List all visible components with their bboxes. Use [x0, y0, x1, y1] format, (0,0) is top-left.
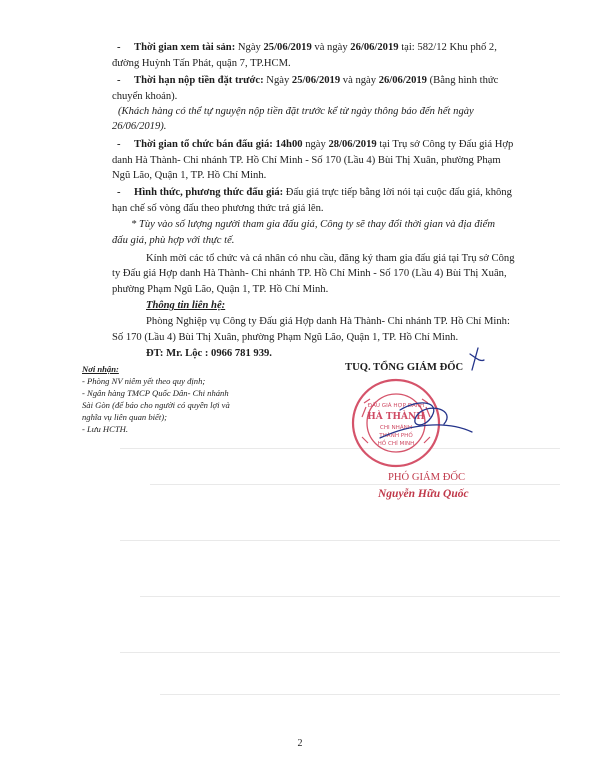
stamp-line: ĐẤU GIÁ HỢP DANH	[367, 403, 425, 409]
signer-position: PHÓ GIÁM ĐỐC	[388, 472, 466, 483]
invitation-cont: ty Đấu giá Hợp danh Hà Thành- Chi nhánh TP. Hồ Chí Minh - Số 170 (Lầu 4) Bùi Thị Xuân,	[112, 268, 507, 279]
bullet-dash: -	[117, 139, 121, 150]
auction-venue-cont: Ngũ Lão, Quận 1, TP. Hồ Chí Minh.	[112, 170, 267, 181]
recipient-item: Sài Gòn (để báo cho người có quyền lợi và	[82, 400, 230, 410]
recipient-item: nghĩa vụ liên quan biết);	[82, 412, 167, 422]
auction-time: Thời gian tổ chức bán đấu giá: 14h00 ngày 28/06/2019 tại Trụ sở Công ty Đấu giá Hợp	[134, 139, 514, 150]
signer-name: Nguyễn Hữu Quốc	[378, 488, 469, 500]
contact-address: Số 170 (Lầu 4) Bùi Thị Xuân, phường Phạm Ngũ Lão, Quận 1, TP. Hồ Chí Minh.	[112, 332, 459, 343]
page-number: 2	[297, 738, 303, 749]
contact-phone: ĐT: Mr. Lộc : 0966 781 939.	[146, 348, 272, 359]
handwritten-signature	[360, 340, 510, 460]
auction-format: Hình thức, phương thức đấu giá: Đấu giá trực tiếp bằng lời nói tại cuộc đấu giá, không	[134, 187, 512, 198]
bullet-dash: -	[117, 75, 121, 86]
invitation-cont: phường Phạm Ngũ Lão, Quận 1, TP. Hồ Chí Minh.	[112, 284, 329, 295]
viewing-address: đường Huỳnh Tấn Phát, quận 7, TP.HCM.	[112, 58, 291, 69]
stamp-line: CHI NHÁNH	[379, 425, 413, 431]
auction-format-cont: hạn chế số vòng đấu theo phương thức trả giá lên.	[112, 203, 324, 214]
change-note-cont: đấu giá, phù hợp với thực tế.	[112, 235, 235, 246]
contact-office: Phòng Nghiệp vụ Công ty Đấu giá Hợp danh Hà Thành- Chi nhánh TP. Hồ Chí Minh:	[146, 316, 510, 327]
recipients-heading: Nơi nhận:	[82, 364, 119, 374]
deposit-note: (Khách hàng có thể tự nguyện nộp tiền đặt trước kể từ ngày thông báo đến hết ngày	[118, 106, 474, 117]
recipient-item: - Phòng NV niêm yết theo quy định;	[82, 376, 206, 386]
stamp-line: THÀNH PHỐ	[379, 433, 413, 439]
deposit-method: chuyển khoản).	[112, 91, 178, 102]
signer-title: TUQ. TỔNG GIÁM ĐỐC	[345, 362, 464, 373]
stamp-line: HỒ CHÍ MINH	[377, 441, 415, 447]
contact-heading: Thông tin liên hệ:	[146, 300, 226, 311]
recipient-item: - Lưu HCTH.	[82, 424, 128, 434]
bullet-dash: -	[117, 42, 121, 53]
deposit-deadline: Thời hạn nộp tiền đặt trước: Ngày 25/06/2019 và ngày 26/06/2019 (Bằng hình thức	[134, 75, 499, 86]
recipient-item: - Ngân hàng TMCP Quốc Dân- Chi nhánh	[82, 388, 229, 398]
invitation: Kính mời các tổ chức và cá nhân có nhu cầu, đăng ký tham gia đấu giá tại Trụ sở Công	[146, 253, 515, 264]
auction-venue: danh Hà Thành- Chi nhánh TP. Hồ Chí Minh - Số 170 (Lầu 4) Bùi Thị Xuân, phường Phạm	[112, 155, 501, 166]
change-note: * Tùy vào số lượng người tham gia đấu giá, Công ty sẽ thay đổi thời gian và địa điểm	[131, 219, 495, 230]
bullet-dash: -	[117, 187, 121, 198]
stamp-line: HÀ THÀNH	[367, 412, 425, 422]
deposit-note-cont: 26/06/2019).	[112, 121, 167, 132]
viewing-time: Thời gian xem tài sản: Ngày 25/06/2019 và ngày 26/06/2019 tại: 582/12 Khu phố 2,	[134, 42, 497, 53]
